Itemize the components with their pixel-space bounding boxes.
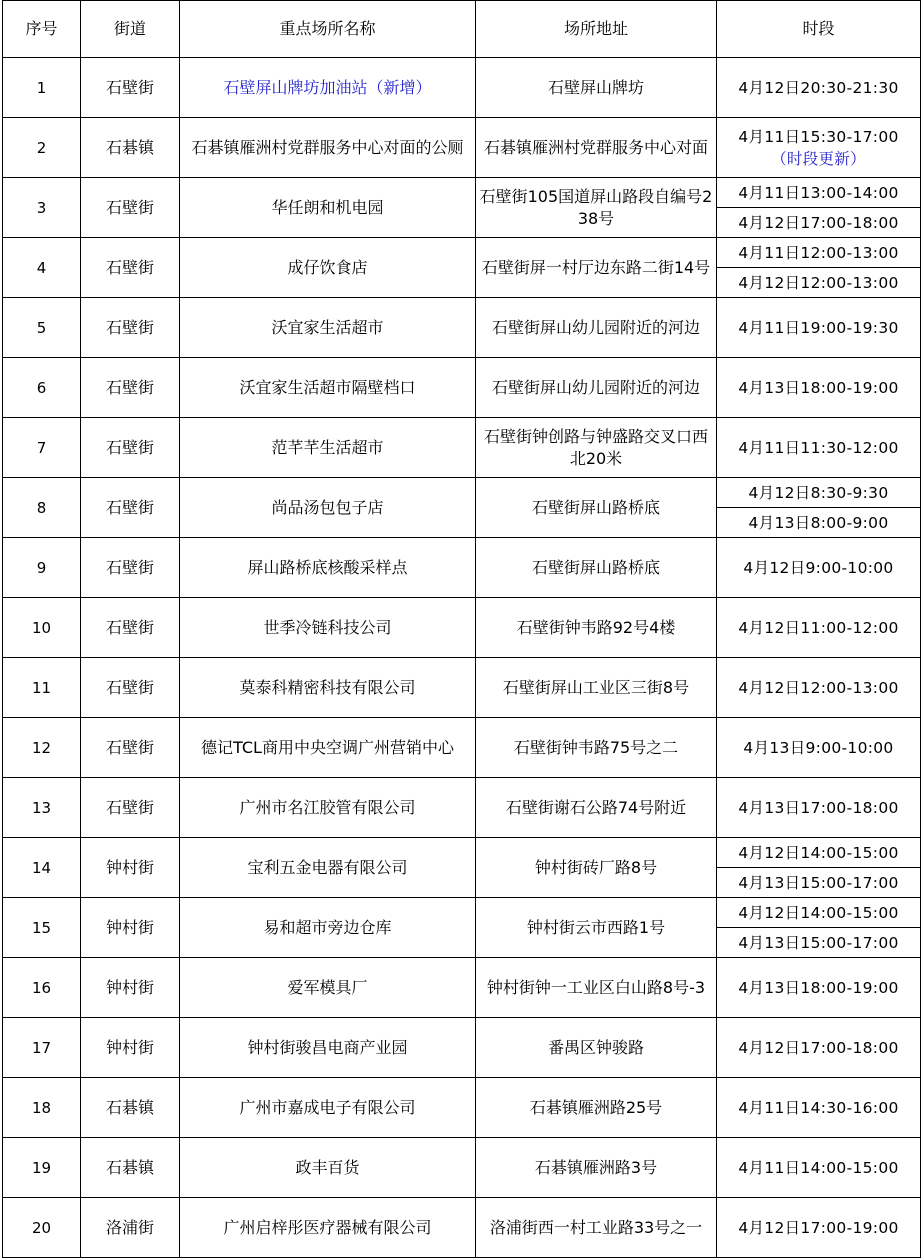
table-row bbox=[3, 418, 921, 478]
row-venue-name: 宝利五金电器有限公司 bbox=[180, 838, 476, 898]
row-address: 石壁街屏山幼儿园附近的河边 bbox=[476, 358, 717, 418]
row-venue-name: 爱军模具厂 bbox=[180, 958, 476, 1018]
row-seq: 12 bbox=[3, 718, 81, 778]
row-seq: 19 bbox=[3, 1138, 81, 1198]
row-seq: 1 bbox=[3, 58, 81, 118]
row-venue-name: 世季冷链科技公司 bbox=[180, 598, 476, 658]
row-address: 石壁街屏山路桥底 bbox=[476, 478, 717, 538]
table-row bbox=[3, 478, 921, 508]
row-time: 4月11日14:00-15:00 bbox=[717, 1138, 921, 1198]
table-row bbox=[3, 538, 921, 598]
row-time: 4月11日13:00-14:00 bbox=[717, 178, 921, 208]
table-row bbox=[3, 898, 921, 928]
row-time: 4月13日18:00-19:00 bbox=[717, 358, 921, 418]
row-seq: 4 bbox=[3, 238, 81, 298]
row-address: 石壁街钟韦路75号之二 bbox=[476, 718, 717, 778]
row-street: 石壁街 bbox=[81, 358, 180, 418]
row-venue-name: 钟村街骏昌电商产业园 bbox=[180, 1018, 476, 1078]
row-venue-name: 石碁镇雁洲村党群服务中心对面的公厕 bbox=[180, 118, 476, 178]
row-address: 石碁镇雁洲路25号 bbox=[476, 1078, 717, 1138]
venue-table bbox=[2, 0, 921, 1258]
row-seq: 5 bbox=[3, 298, 81, 358]
row-address: 钟村街砖厂路8号 bbox=[476, 838, 717, 898]
table-row bbox=[3, 598, 921, 658]
row-time: 4月12日14:00-15:00 bbox=[717, 898, 921, 928]
row-street: 石壁街 bbox=[81, 298, 180, 358]
row-venue-name: 沃宜家生活超市 bbox=[180, 298, 476, 358]
row-street: 洛浦街 bbox=[81, 1198, 180, 1258]
row-time: 4月12日20:30-21:30 bbox=[717, 58, 921, 118]
row-street: 石壁街 bbox=[81, 598, 180, 658]
row-street: 钟村街 bbox=[81, 838, 180, 898]
row-time: 4月12日17:00-18:00 bbox=[717, 1018, 921, 1078]
row-time: 4月12日8:30-9:30 bbox=[717, 478, 921, 508]
row-time: 4月13日8:00-9:00 bbox=[717, 508, 921, 538]
row-venue-name: 政丰百货 bbox=[180, 1138, 476, 1198]
row-venue-name: 屏山路桥底核酸采样点 bbox=[180, 538, 476, 598]
table-row bbox=[3, 958, 921, 1018]
row-venue-name: 广州市嘉成电子有限公司 bbox=[180, 1078, 476, 1138]
header-street: 街道 bbox=[81, 1, 180, 58]
row-address: 石壁街钟韦路92号4楼 bbox=[476, 598, 717, 658]
row-street: 石壁街 bbox=[81, 418, 180, 478]
row-address: 石壁街屏一村厅边东路二街14号 bbox=[476, 238, 717, 298]
header-row bbox=[3, 1, 921, 58]
row-address: 番禺区钟骏路 bbox=[476, 1018, 717, 1078]
row-street: 钟村街 bbox=[81, 898, 180, 958]
row-seq: 13 bbox=[3, 778, 81, 838]
table-row bbox=[3, 118, 921, 178]
row-time: 4月11日14:30-16:00 bbox=[717, 1078, 921, 1138]
row-time: 4月13日17:00-18:00 bbox=[717, 778, 921, 838]
row-venue-name: 沃宜家生活超市隔壁档口 bbox=[180, 358, 476, 418]
row-street: 钟村街 bbox=[81, 1018, 180, 1078]
row-seq: 14 bbox=[3, 838, 81, 898]
table-row bbox=[3, 658, 921, 718]
row-venue-name: 易和超市旁边仓库 bbox=[180, 898, 476, 958]
row-seq: 18 bbox=[3, 1078, 81, 1138]
row-time: 4月13日15:00-17:00 bbox=[717, 868, 921, 898]
row-address: 石碁镇雁洲路3号 bbox=[476, 1138, 717, 1198]
row-seq: 16 bbox=[3, 958, 81, 1018]
row-seq: 2 bbox=[3, 118, 81, 178]
row-street: 钟村街 bbox=[81, 958, 180, 1018]
row-seq: 3 bbox=[3, 178, 81, 238]
row-address: 钟村街钟一工业区白山路8号-3 bbox=[476, 958, 717, 1018]
row-street: 石壁街 bbox=[81, 58, 180, 118]
row-street: 石壁街 bbox=[81, 478, 180, 538]
row-venue-name: 广州启梓彤医疗器械有限公司 bbox=[180, 1198, 476, 1258]
table-row bbox=[3, 778, 921, 838]
row-venue-name: 莫泰科精密科技有限公司 bbox=[180, 658, 476, 718]
row-seq: 6 bbox=[3, 358, 81, 418]
row-street: 石碁镇 bbox=[81, 1078, 180, 1138]
row-time: 4月13日18:00-19:00 bbox=[717, 958, 921, 1018]
row-venue-name: 尚品汤包包子店 bbox=[180, 478, 476, 538]
row-street: 石壁街 bbox=[81, 238, 180, 298]
row-address: 石壁街钟创路与钟盛路交叉口西北20米 bbox=[476, 418, 717, 478]
row-street: 石壁街 bbox=[81, 718, 180, 778]
row-time: 4月13日15:00-17:00 bbox=[717, 928, 921, 958]
header-seq: 序号 bbox=[3, 1, 81, 58]
row-address: 石壁街谢石公路74号附近 bbox=[476, 778, 717, 838]
row-street: 石壁街 bbox=[81, 658, 180, 718]
row-time: 4月12日12:00-13:00 bbox=[717, 268, 921, 298]
row-time: 4月12日14:00-15:00 bbox=[717, 838, 921, 868]
row-venue-name: 范芊芊生活超市 bbox=[180, 418, 476, 478]
row-seq: 10 bbox=[3, 598, 81, 658]
row-address: 石壁街屏山工业区三街8号 bbox=[476, 658, 717, 718]
row-address: 钟村街云市西路1号 bbox=[476, 898, 717, 958]
row-street: 石壁街 bbox=[81, 178, 180, 238]
row-venue-name: 成仔饮食店 bbox=[180, 238, 476, 298]
row-seq: 8 bbox=[3, 478, 81, 538]
row-time: 4月11日15:30-17:00 bbox=[738, 127, 899, 146]
table-row bbox=[3, 1018, 921, 1078]
row-venue-name: 广州市名江胶管有限公司 bbox=[180, 778, 476, 838]
table-row bbox=[3, 358, 921, 418]
row-time: 4月12日17:00-19:00 bbox=[717, 1198, 921, 1258]
row-time-note: （时段更新） bbox=[771, 149, 866, 168]
header-venue-name: 重点场所名称 bbox=[180, 1, 476, 58]
row-seq: 7 bbox=[3, 418, 81, 478]
row-street: 石碁镇 bbox=[81, 118, 180, 178]
row-venue-name: 华任朗和机电园 bbox=[180, 178, 476, 238]
row-seq: 9 bbox=[3, 538, 81, 598]
row-time: 4月12日12:00-13:00 bbox=[717, 658, 921, 718]
row-venue-name: 石壁屏山牌坊加油站（新增） bbox=[180, 58, 476, 118]
row-time: 4月12日11:00-12:00 bbox=[717, 598, 921, 658]
row-seq: 11 bbox=[3, 658, 81, 718]
row-time: 4月11日11:30-12:00 bbox=[717, 418, 921, 478]
table-row bbox=[3, 238, 921, 268]
row-seq: 17 bbox=[3, 1018, 81, 1078]
row-street: 石壁街 bbox=[81, 778, 180, 838]
table-row bbox=[3, 718, 921, 778]
row-time: 4月13日9:00-10:00 bbox=[717, 718, 921, 778]
row-address: 石壁街105国道屏山路段自编号238号 bbox=[476, 178, 717, 238]
row-time: 4月11日12:00-13:00 bbox=[717, 238, 921, 268]
row-seq: 20 bbox=[3, 1198, 81, 1258]
row-street: 石壁街 bbox=[81, 538, 180, 598]
table-row bbox=[3, 178, 921, 208]
row-address: 石壁街屏山路桥底 bbox=[476, 538, 717, 598]
header-address: 场所地址 bbox=[476, 1, 717, 58]
header-time: 时段 bbox=[717, 1, 921, 58]
table-row bbox=[3, 298, 921, 358]
table-row bbox=[3, 1078, 921, 1138]
row-street: 石碁镇 bbox=[81, 1138, 180, 1198]
row-time-cell bbox=[717, 118, 921, 178]
row-time: 4月12日17:00-18:00 bbox=[717, 208, 921, 238]
row-time: 4月12日9:00-10:00 bbox=[717, 538, 921, 598]
row-seq: 15 bbox=[3, 898, 81, 958]
row-address: 石壁街屏山幼儿园附近的河边 bbox=[476, 298, 717, 358]
row-time: 4月11日19:00-19:30 bbox=[717, 298, 921, 358]
table-row bbox=[3, 1198, 921, 1258]
row-venue-name: 德记TCL商用中央空调广州营销中心 bbox=[180, 718, 476, 778]
row-address: 石碁镇雁洲村党群服务中心对面 bbox=[476, 118, 717, 178]
row-address: 石壁屏山牌坊 bbox=[476, 58, 717, 118]
table-row bbox=[3, 838, 921, 868]
row-address: 洛浦街西一村工业路33号之一 bbox=[476, 1198, 717, 1258]
table-row bbox=[3, 58, 921, 118]
table-row bbox=[3, 1138, 921, 1198]
